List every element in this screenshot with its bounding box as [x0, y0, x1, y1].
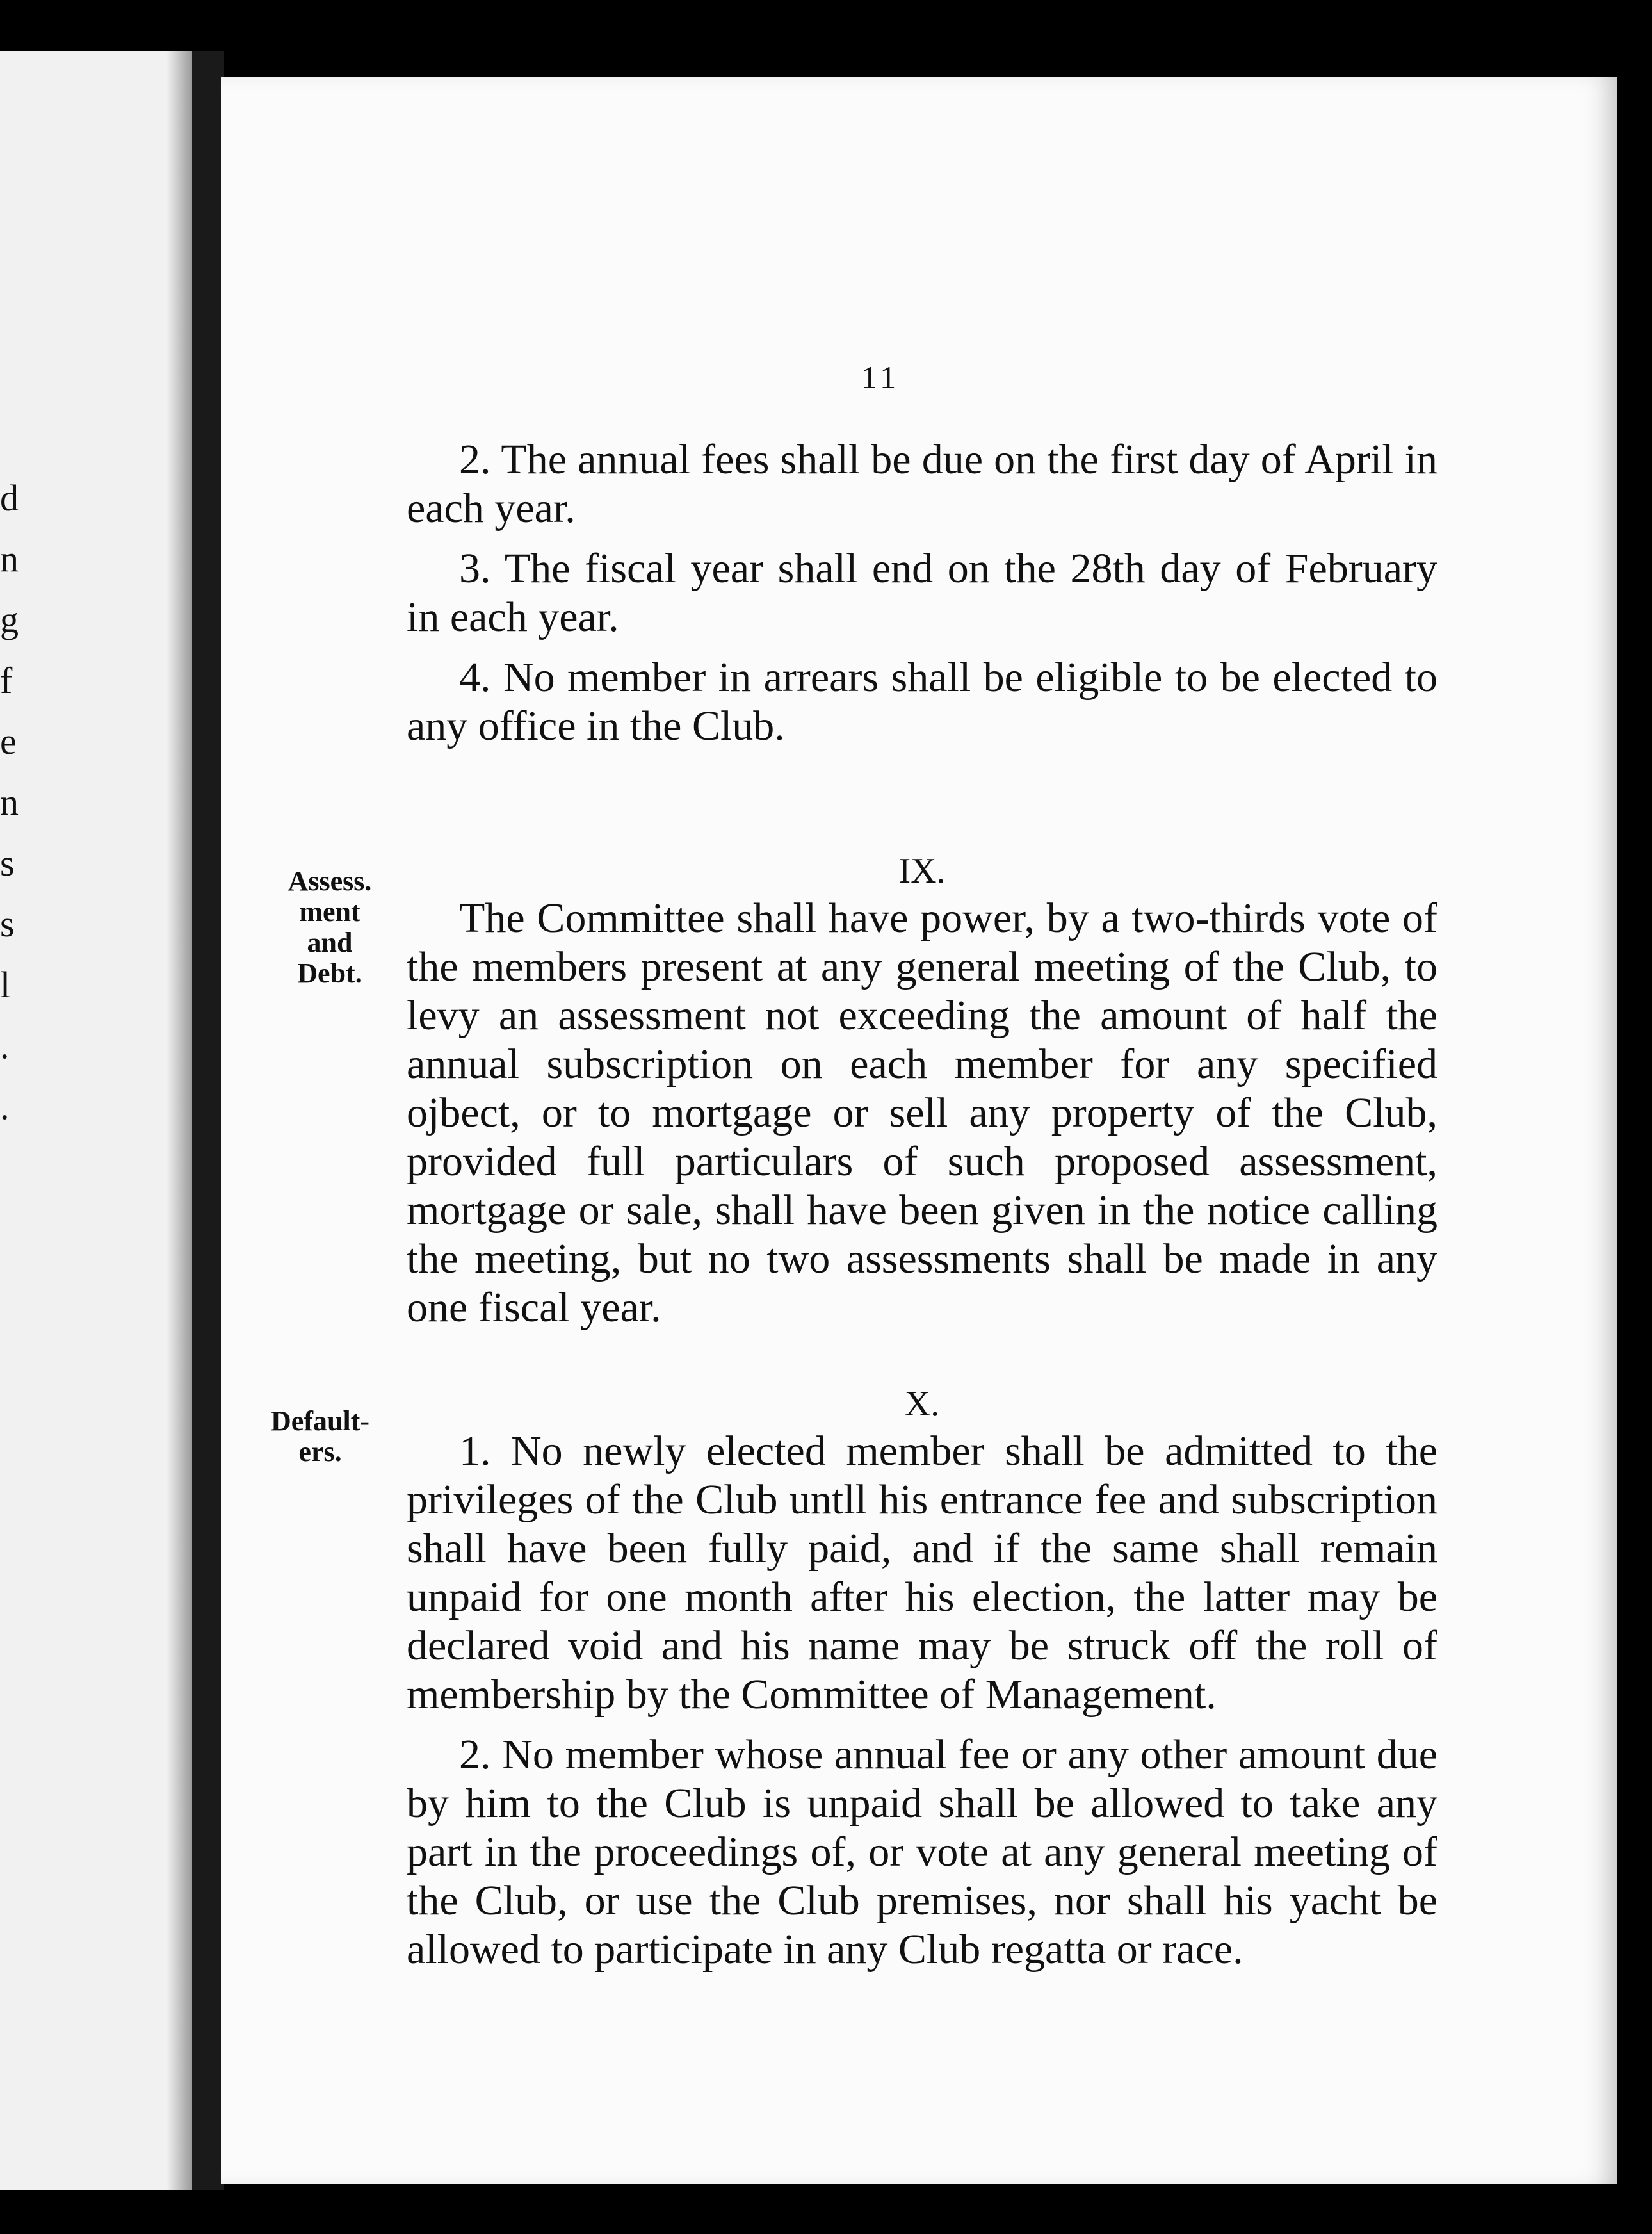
section-heading-x: X.: [904, 1384, 940, 1424]
margin-note-line: Debt.: [297, 958, 362, 989]
section-x-paragraph-2: 2. No member whose annual fee or any other amount due by him to the Club is unpaid shall be allowed to take any part in the proceedings of, or vote at any general meeting of the Club, or use the Club premises, nor shall his yacht be allowed to participate in any Club regatta or race.: [407, 1731, 1437, 1973]
previous-page-fragment: [0, 51, 192, 2190]
left-letter: f: [0, 660, 13, 701]
section-ix: [407, 851, 1437, 1344]
left-letter: l: [0, 964, 11, 1006]
section-x: [407, 1383, 1437, 1985]
margin-note-assessment: [269, 866, 391, 989]
left-letter: g: [0, 599, 19, 640]
book-page: [221, 77, 1617, 2184]
rules-block: [407, 436, 1437, 762]
left-letter: d: [0, 477, 19, 519]
previous-page-text: [0, 468, 26, 1137]
rule-paragraph-4: 4. No member in arrears shall be eligible to be elected to any office in the Club.: [407, 654, 1437, 749]
left-letter: e: [0, 721, 17, 762]
book-binding: [192, 51, 224, 2190]
left-letter: s: [0, 903, 15, 945]
section-ix-paragraph: The Committee shall have power, by a two-thirds vote of the members present at any general meeting of the Club, to levy an assessment not exceeding the amount of half the annual subscription on each member for any specified ojbect, or to mortgage or sell any property of the Club, provided full particulars of such proposed assessment, mortgage or sale, shall have been given in the notice calling the meeting, but no two assessments shall be made in any one fiscal year.: [407, 895, 1437, 1331]
margin-note-defaulters: [259, 1406, 381, 1467]
left-letter: s: [0, 842, 15, 884]
margin-note-line: and: [307, 927, 353, 958]
left-letter: n: [0, 538, 19, 580]
left-letter: n: [0, 781, 19, 823]
left-letter: .: [0, 1025, 10, 1066]
margin-note-line: ers.: [298, 1436, 342, 1467]
gutter-shadow: [166, 51, 192, 2190]
rule-paragraph-3: 3. The fiscal year shall end on the 28th day of February in each year.: [407, 545, 1437, 640]
section-heading-ix: IX.: [898, 851, 946, 891]
left-letter: .: [0, 1086, 10, 1127]
section-x-paragraph-1: 1. No newly elected member shall be admitted to the privileges of the Club untll his entrance fee and subscription shall have been fully paid, and if the same shall remain unpaid for one month after his election, the latter may be declared void and his name may be struck off the roll of membership by the Committee of Management.: [407, 1428, 1437, 1718]
margin-note-line: ment: [299, 896, 360, 927]
margin-note-line: Default-: [271, 1405, 369, 1437]
rule-paragraph-2: 2. The annual fees shall be due on the first day of April in each year.: [407, 436, 1437, 532]
margin-note-line: Assess.: [287, 865, 372, 897]
page-number: 11: [861, 359, 900, 395]
